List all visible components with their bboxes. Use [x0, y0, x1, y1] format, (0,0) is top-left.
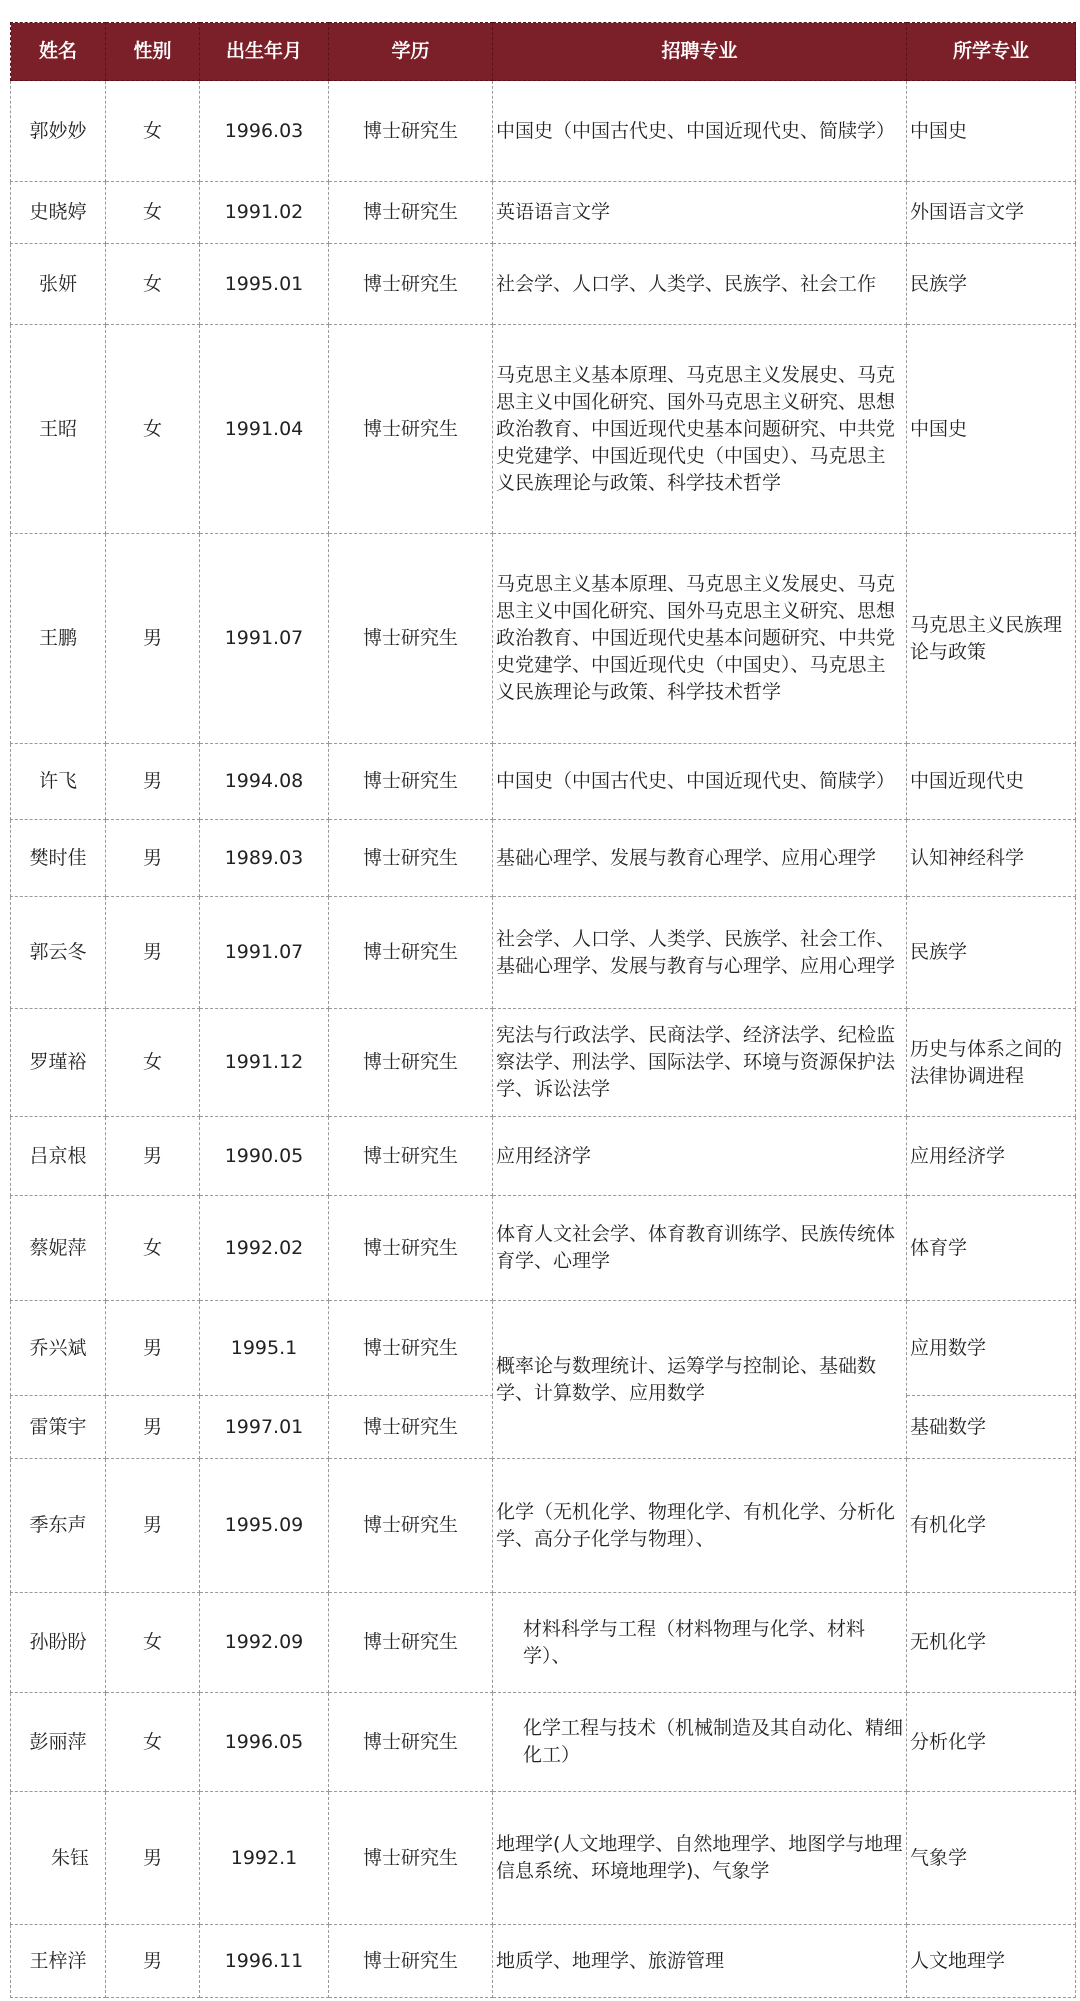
cell-degree: 博士研究生 — [329, 1301, 493, 1396]
cell-gender: 男 — [106, 1459, 200, 1593]
cell-studied-major: 中国史 — [907, 81, 1076, 182]
cell-gender: 男 — [106, 1396, 200, 1459]
cell-birth: 1992.1 — [200, 1792, 329, 1925]
cell-gender: 女 — [106, 182, 200, 244]
cell-name: 罗瑾裕 — [11, 1009, 106, 1117]
cell-studied-major: 历史与体系之间的法律协调进程 — [907, 1009, 1076, 1117]
cell-birth: 1991.07 — [200, 897, 329, 1009]
cell-gender: 男 — [106, 820, 200, 897]
cell-birth: 1989.03 — [200, 820, 329, 897]
cell-recruit-major: 地理学(人文地理学、自然地理学、地图学与地理信息系统、环境地理学)、气象学 — [493, 1792, 907, 1925]
cell-studied-major: 人文地理学 — [907, 1925, 1076, 1998]
table-row — [11, 897, 1076, 1009]
cell-degree: 博士研究生 — [329, 81, 493, 182]
table-row — [11, 1117, 1076, 1196]
cell-recruit-major: 社会学、人口学、人类学、民族学、社会工作、基础心理学、发展与教育与心理学、应用心理学 — [493, 897, 907, 1009]
header-studied-major: 所学专业 — [907, 23, 1076, 81]
cell-recruit-major: 马克思主义基本原理、马克思主义发展史、马克思主义中国化研究、国外马克思主义研究、思想政治教育、中国近现代史基本问题研究、中共党史党建学、中国近现代史（中国史）、马克思主义民族理论与政策、科学技术哲学 — [493, 325, 907, 534]
cell-gender: 女 — [106, 244, 200, 325]
cell-gender: 男 — [106, 1301, 200, 1396]
cell-degree: 博士研究生 — [329, 897, 493, 1009]
cell-birth: 1990.05 — [200, 1117, 329, 1196]
cell-gender: 男 — [106, 1117, 200, 1196]
cell-recruit-major: 基础心理学、发展与教育心理学、应用心理学 — [493, 820, 907, 897]
cell-studied-major: 应用经济学 — [907, 1117, 1076, 1196]
cell-birth: 1992.02 — [200, 1196, 329, 1301]
table-row — [11, 1196, 1076, 1301]
header-recruit-major: 招聘专业 — [493, 23, 907, 81]
cell-name: 张妍 — [11, 244, 106, 325]
cell-degree: 博士研究生 — [329, 182, 493, 244]
cell-recruit-major: 中国史（中国古代史、中国近现代史、简牍学） — [493, 744, 907, 820]
cell-studied-major: 无机化学 — [907, 1593, 1076, 1693]
cell-birth: 1994.08 — [200, 744, 329, 820]
cell-gender: 女 — [106, 1196, 200, 1301]
cell-name: 朱钰 — [11, 1792, 106, 1925]
cell-degree: 博士研究生 — [329, 1009, 493, 1117]
cell-studied-major: 体育学 — [907, 1196, 1076, 1301]
cell-birth: 1992.09 — [200, 1593, 329, 1693]
cell-name: 蔡妮萍 — [11, 1196, 106, 1301]
cell-birth: 1991.02 — [200, 182, 329, 244]
table-row — [11, 325, 1076, 534]
table-row — [11, 1009, 1076, 1117]
cell-recruit-major: 化学（无机化学、物理化学、有机化学、分析化学、高分子化学与物理）、 — [493, 1459, 907, 1593]
cell-gender: 女 — [106, 325, 200, 534]
cell-gender: 男 — [106, 1792, 200, 1925]
cell-recruit-major: 体育人文社会学、体育教育训练学、民族传统体育学、心理学 — [493, 1196, 907, 1301]
cell-name: 王鹏 — [11, 534, 106, 744]
cell-recruit-major: 社会学、人口学、人类学、民族学、社会工作 — [493, 244, 907, 325]
table-row — [11, 1593, 1076, 1693]
cell-birth: 1991.12 — [200, 1009, 329, 1117]
cell-gender: 女 — [106, 81, 200, 182]
table-row — [11, 1925, 1076, 1998]
cell-name: 郭云冬 — [11, 897, 106, 1009]
cell-name: 王昭 — [11, 325, 106, 534]
table-row — [11, 820, 1076, 897]
cell-name: 彭丽萍 — [11, 1693, 106, 1792]
table-header-row — [11, 23, 1076, 81]
table-row — [11, 1693, 1076, 1792]
cell-name: 郭妙妙 — [11, 81, 106, 182]
cell-studied-major: 中国史 — [907, 325, 1076, 534]
cell-degree: 博士研究生 — [329, 1925, 493, 1998]
cell-degree: 博士研究生 — [329, 1459, 493, 1593]
table-row — [11, 1792, 1076, 1925]
cell-birth: 1996.11 — [200, 1925, 329, 1998]
cell-degree: 博士研究生 — [329, 1593, 493, 1693]
cell-studied-major: 基础数学 — [907, 1396, 1076, 1459]
cell-birth: 1996.05 — [200, 1693, 329, 1792]
table-row — [11, 1459, 1076, 1593]
cell-recruit-major: 材料科学与工程（材料物理与化学、材料学）、 — [493, 1593, 907, 1693]
cell-degree: 博士研究生 — [329, 1117, 493, 1196]
cell-gender: 女 — [106, 1009, 200, 1117]
cell-birth: 1995.09 — [200, 1459, 329, 1593]
header-degree: 学历 — [329, 23, 493, 81]
cell-studied-major: 分析化学 — [907, 1693, 1076, 1792]
cell-studied-major: 气象学 — [907, 1792, 1076, 1925]
cell-studied-major: 民族学 — [907, 897, 1076, 1009]
table-row — [11, 534, 1076, 744]
cell-degree: 博士研究生 — [329, 244, 493, 325]
cell-name: 许飞 — [11, 744, 106, 820]
cell-gender: 男 — [106, 897, 200, 1009]
header-gender: 性别 — [106, 23, 200, 81]
cell-recruit-major: 马克思主义基本原理、马克思主义发展史、马克思主义中国化研究、国外马克思主义研究、思想政治教育、中国近现代史基本问题研究、中共党史党建学、中国近现代史（中国史）、马克思主义民族理论与政策、科学技术哲学 — [493, 534, 907, 744]
cell-name: 樊时佳 — [11, 820, 106, 897]
cell-recruit-major: 概率论与数理统计、运筹学与控制论、基础数学、计算数学、应用数学 — [493, 1301, 907, 1459]
cell-studied-major: 中国近现代史 — [907, 744, 1076, 820]
cell-gender: 男 — [106, 744, 200, 820]
recruitment-table — [10, 22, 1076, 1998]
header-birth: 出生年月 — [200, 23, 329, 81]
cell-birth: 1991.04 — [200, 325, 329, 534]
cell-name: 雷策宇 — [11, 1396, 106, 1459]
cell-degree: 博士研究生 — [329, 820, 493, 897]
cell-gender: 女 — [106, 1593, 200, 1693]
cell-recruit-major: 地质学、地理学、旅游管理 — [493, 1925, 907, 1998]
cell-degree: 博士研究生 — [329, 1396, 493, 1459]
cell-name: 王梓洋 — [11, 1925, 106, 1998]
cell-gender: 女 — [106, 1693, 200, 1792]
cell-studied-major: 民族学 — [907, 244, 1076, 325]
header-name: 姓名 — [11, 23, 106, 81]
cell-name: 吕京根 — [11, 1117, 106, 1196]
cell-studied-major: 认知神经科学 — [907, 820, 1076, 897]
cell-recruit-major: 中国史（中国古代史、中国近现代史、简牍学） — [493, 81, 907, 182]
cell-recruit-major: 应用经济学 — [493, 1117, 907, 1196]
cell-degree: 博士研究生 — [329, 534, 493, 744]
cell-birth: 1996.03 — [200, 81, 329, 182]
cell-degree: 博士研究生 — [329, 744, 493, 820]
cell-name: 季东声 — [11, 1459, 106, 1593]
cell-name: 乔兴斌 — [11, 1301, 106, 1396]
table-row — [11, 81, 1076, 182]
cell-name: 孙盼盼 — [11, 1593, 106, 1693]
table-row — [11, 744, 1076, 820]
cell-birth: 1997.01 — [200, 1396, 329, 1459]
cell-studied-major: 有机化学 — [907, 1459, 1076, 1593]
cell-gender: 男 — [106, 534, 200, 744]
cell-gender: 男 — [106, 1925, 200, 1998]
cell-studied-major: 外国语言文学 — [907, 182, 1076, 244]
cell-studied-major: 应用数学 — [907, 1301, 1076, 1396]
cell-degree: 博士研究生 — [329, 1693, 493, 1792]
table-row — [11, 182, 1076, 244]
cell-degree: 博士研究生 — [329, 1792, 493, 1925]
cell-degree: 博士研究生 — [329, 1196, 493, 1301]
cell-birth: 1995.01 — [200, 244, 329, 325]
table-row — [11, 244, 1076, 325]
cell-name: 史晓婷 — [11, 182, 106, 244]
cell-birth: 1995.1 — [200, 1301, 329, 1396]
cell-birth: 1991.07 — [200, 534, 329, 744]
cell-degree: 博士研究生 — [329, 325, 493, 534]
cell-studied-major: 马克思主义民族理论与政策 — [907, 534, 1076, 744]
cell-recruit-major: 英语语言文学 — [493, 182, 907, 244]
table-row — [11, 1301, 1076, 1396]
cell-recruit-major: 宪法与行政法学、民商法学、经济法学、纪检监察法学、刑法学、国际法学、环境与资源保护法学、诉讼法学 — [493, 1009, 907, 1117]
cell-recruit-major: 化学工程与技术（机械制造及其自动化、精细化工） — [493, 1693, 907, 1792]
